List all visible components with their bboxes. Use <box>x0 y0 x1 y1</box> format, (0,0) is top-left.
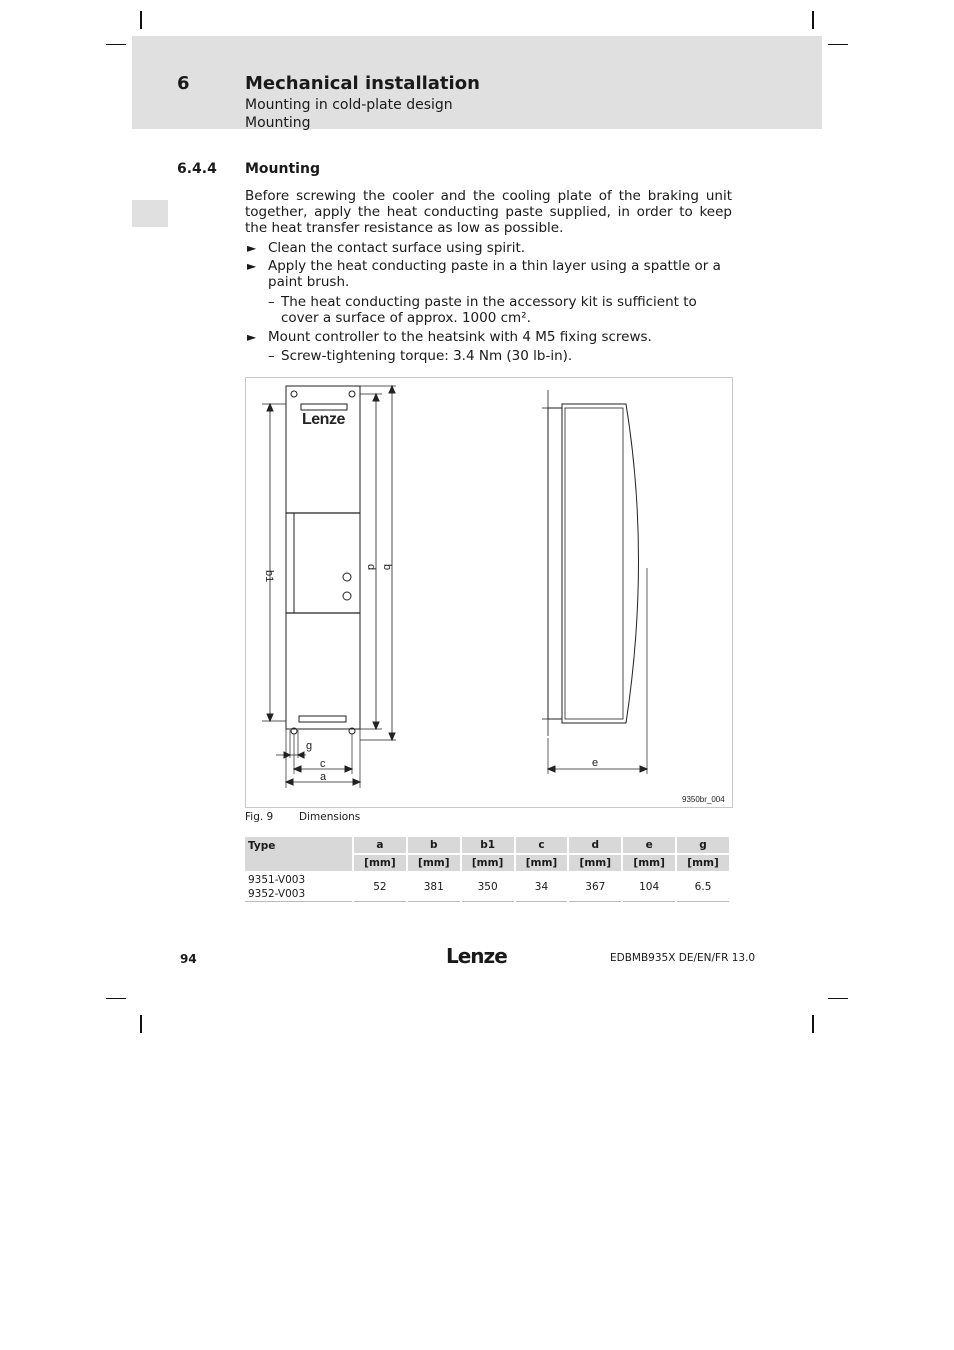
table-unit: [mm] <box>462 855 514 871</box>
chapter-number: 6 <box>177 73 190 94</box>
bullet-icon: ► <box>247 330 257 344</box>
side-view-housing <box>562 404 639 723</box>
table-header-b: b <box>408 837 460 853</box>
table-unit: [mm] <box>516 855 568 871</box>
screw-hole <box>349 391 355 397</box>
bullet-icon: ► <box>247 241 257 255</box>
step-text: Mount controller to the heatsink with 4 M5 fixing screws. <box>268 329 652 345</box>
table-cell-type <box>245 873 352 902</box>
type-name: 9352-V003 <box>248 888 306 900</box>
dim-label-c: c <box>320 758 326 770</box>
table-header-e: e <box>623 837 675 853</box>
dim-label-b: b <box>381 564 393 571</box>
step-text: Apply the heat conducting paste in a thin layer using a spattle or a paint brush. <box>268 258 721 290</box>
table-unit: [mm] <box>408 855 460 871</box>
table-cell: 34 <box>516 873 568 902</box>
dim-label-d: d <box>365 564 377 571</box>
dash-icon: – <box>268 348 275 364</box>
table-cell: 367 <box>569 873 621 902</box>
figure-caption: Dimensions <box>299 811 361 823</box>
chapter-subtitle: Mounting <box>245 115 311 131</box>
screw-hole <box>291 391 297 397</box>
step-text: Clean the contact surface using spirit. <box>268 240 526 256</box>
crop-mark <box>140 11 142 29</box>
bottom-vent <box>299 716 346 722</box>
substep-text: The heat conducting paste in the accessory kit is sufficient to cover a surface of approx. 1000 cm². <box>281 294 697 326</box>
crop-mark <box>140 1015 142 1033</box>
type-name: 9351-V003 <box>248 874 306 886</box>
table-header-c: c <box>516 837 568 853</box>
table-unit: [mm] <box>569 855 621 871</box>
side-tab <box>132 200 168 227</box>
crop-mark <box>828 998 848 999</box>
figure-number: Fig. 9 <box>245 811 274 823</box>
dim-label-e: e <box>592 757 599 769</box>
dim-label-g: g <box>306 740 313 752</box>
crop-mark <box>106 998 126 999</box>
front-view-outline <box>286 386 360 729</box>
figure-logo: Lenze <box>302 411 345 428</box>
dimension-figure <box>245 377 733 808</box>
crop-mark <box>812 1015 814 1033</box>
page-number: 94 <box>180 952 197 966</box>
figure-code: 9350br_004 <box>682 795 725 804</box>
table-header-row <box>245 837 729 853</box>
table-header-g: g <box>677 837 729 853</box>
footer-logo: Lenze <box>446 944 507 968</box>
chapter-title: Mechanical installation <box>245 73 480 94</box>
section-number: 6.4.4 <box>177 161 217 177</box>
table-unit: [mm] <box>677 855 729 871</box>
table-header-b1: b1 <box>462 837 514 853</box>
intro-paragraph: Before screwing the cooler and the cooling plate of the braking unit together, apply the heat conducting paste supplied, in order to keep the heat transfer resistance as low as possible. <box>245 188 732 236</box>
table-cell: 104 <box>623 873 675 902</box>
section-title: Mounting <box>245 161 320 177</box>
crop-mark <box>812 11 814 29</box>
indicator-led <box>343 573 351 581</box>
dim-label-b1: b1 <box>263 570 275 583</box>
table-cell: 52 <box>354 873 406 902</box>
table-header-a: a <box>354 837 406 853</box>
dimension-drawing <box>246 378 732 807</box>
table-cell: 381 <box>408 873 460 902</box>
document-reference: EDBMB935X DE/EN/FR 13.0 <box>610 952 756 964</box>
table-header-type: Type <box>245 837 352 871</box>
table-cell: 6.5 <box>677 873 729 902</box>
table-cell: 350 <box>462 873 514 902</box>
dim-label-a: a <box>320 771 327 783</box>
indicator-led <box>343 592 351 600</box>
substep-text: Screw-tightening torque: 3.4 Nm (30 lb-in). <box>281 348 573 364</box>
chapter-subtitle: Mounting in cold-plate design <box>245 97 453 113</box>
top-vent <box>301 404 347 410</box>
crop-mark <box>106 44 126 45</box>
dash-icon: – <box>268 294 275 310</box>
table-header-d: d <box>569 837 621 853</box>
crop-mark <box>828 44 848 45</box>
bullet-icon: ► <box>247 259 257 273</box>
side-view-plate <box>548 408 562 719</box>
dimensions-table <box>243 835 731 904</box>
table-row <box>245 873 729 902</box>
table-unit: [mm] <box>354 855 406 871</box>
table-unit: [mm] <box>623 855 675 871</box>
